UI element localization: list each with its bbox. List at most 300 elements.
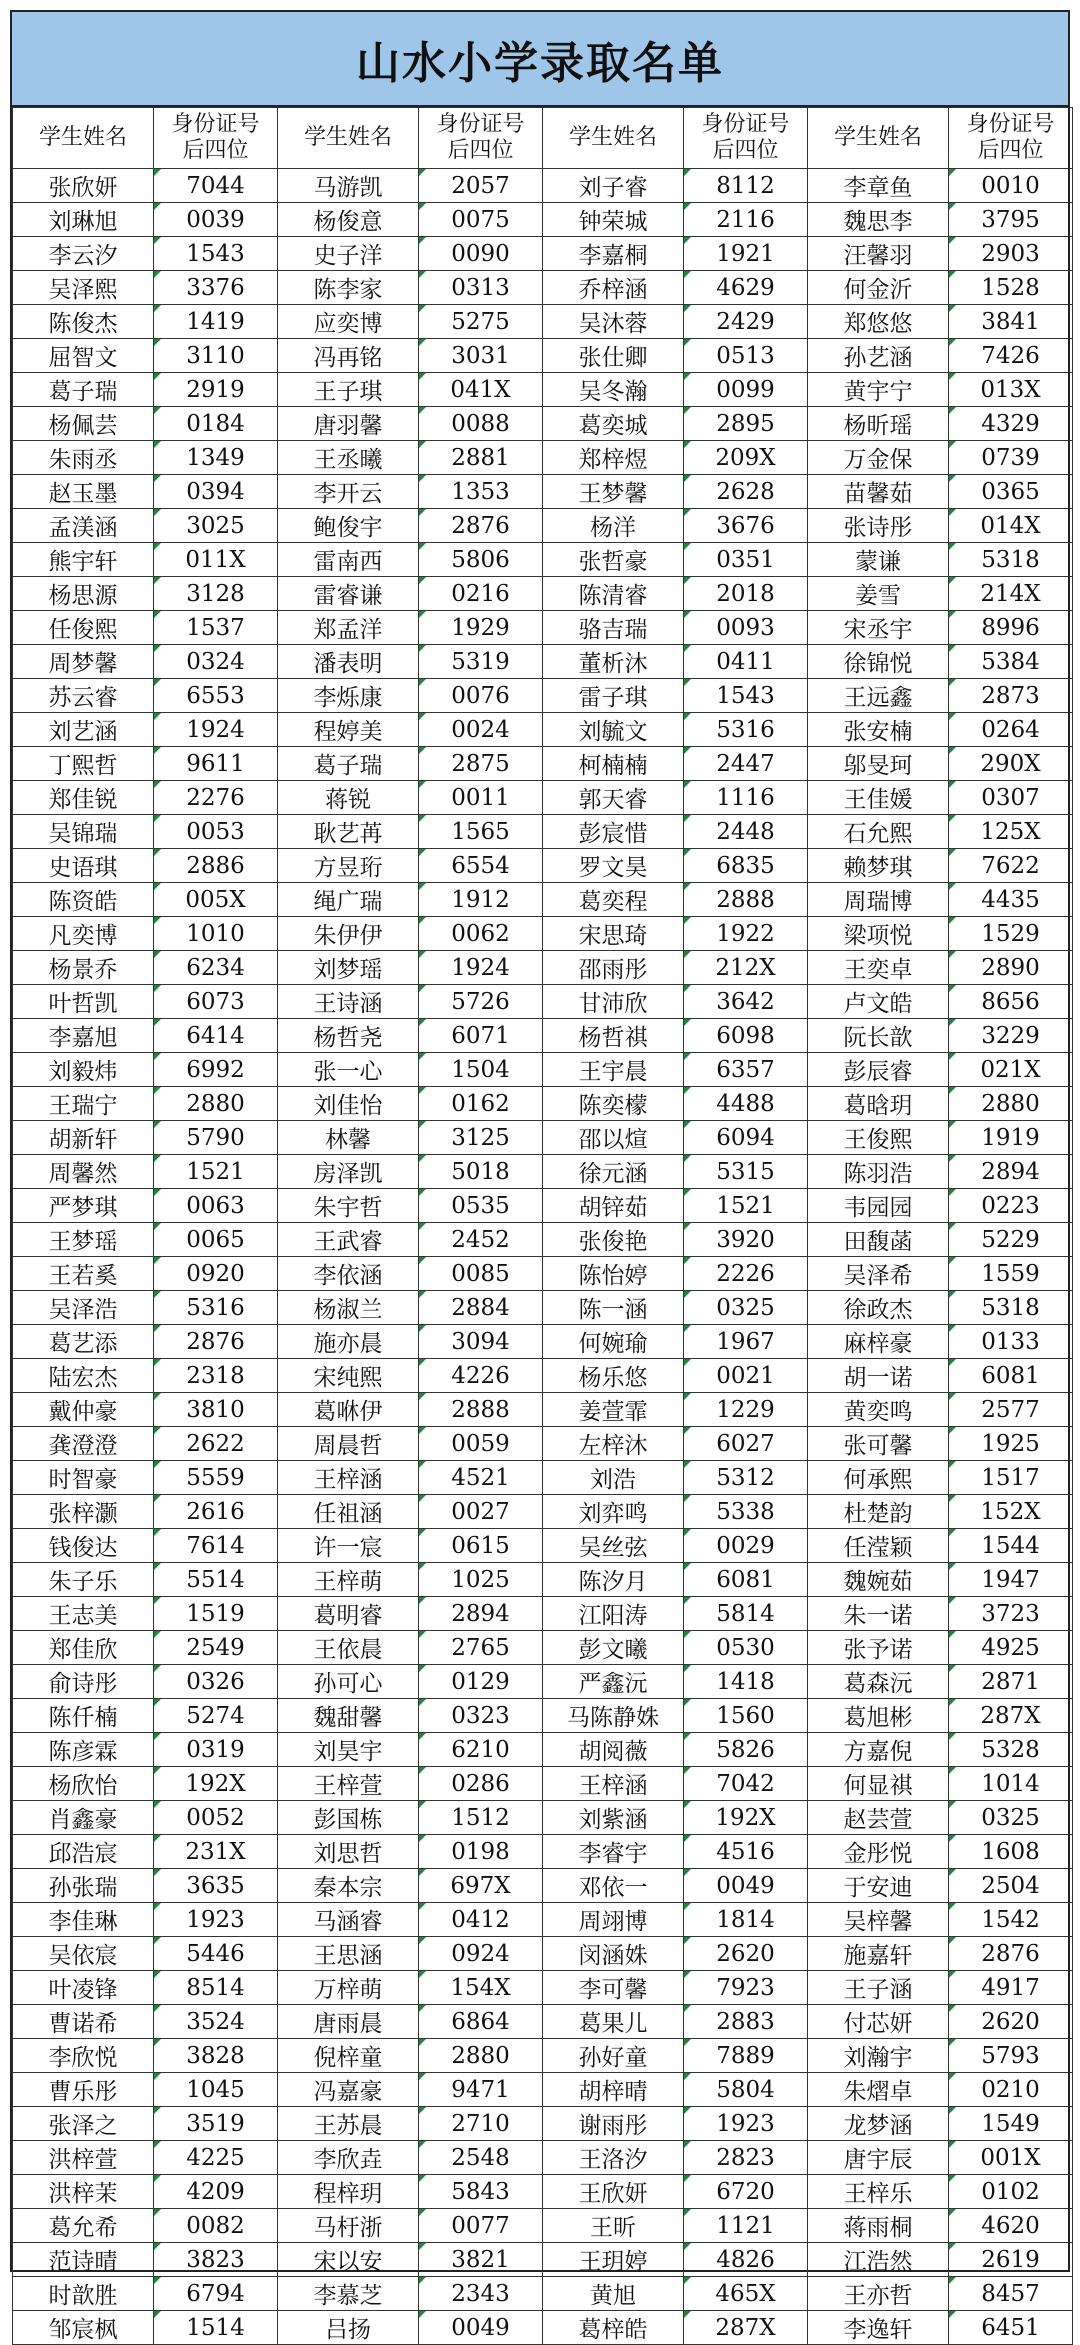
id-last4-cell: 6992: [154, 1053, 278, 1087]
id-last4-cell: 1543: [154, 237, 278, 271]
table-row: [13, 1087, 1073, 1121]
id-last4-cell: 1504: [419, 1053, 543, 1087]
table-row: [13, 1189, 1073, 1223]
student-name-cell: 孙张瑞: [13, 1869, 154, 1903]
id-last4-cell: 2116: [684, 203, 808, 237]
student-name-cell: 唐雨晨: [278, 2005, 419, 2039]
id-last4-cell: 4917: [949, 1971, 1073, 2005]
id-last4-cell: 465X: [684, 2277, 808, 2311]
table-row: [13, 679, 1073, 713]
student-name-cell: 郑佳欣: [13, 1631, 154, 1665]
id-last4-cell: 1353: [419, 475, 543, 509]
id-last4-cell: 1923: [154, 1903, 278, 1937]
id-last4-cell: 0065: [154, 1223, 278, 1257]
header-id-last4: 身份证号 后四位: [949, 108, 1073, 169]
table-row: [13, 509, 1073, 543]
id-last4-cell: 3025: [154, 509, 278, 543]
student-name-cell: 方嘉倪: [808, 1733, 949, 1767]
student-name-cell: 魏婉茹: [808, 1563, 949, 1597]
student-name-cell: 何承熙: [808, 1461, 949, 1495]
id-last4-cell: 2884: [419, 1291, 543, 1325]
header-student-name: 学生姓名: [278, 108, 419, 169]
student-name-cell: 雷子琪: [543, 679, 684, 713]
student-name-cell: 葛子瑞: [278, 747, 419, 781]
id-last4-cell: 2890: [949, 951, 1073, 985]
id-last4-cell: 6794: [154, 2277, 278, 2311]
id-last4-cell: 2903: [949, 237, 1073, 271]
id-last4-cell: 2876: [949, 1937, 1073, 1971]
student-name-cell: 吴丝弦: [543, 1529, 684, 1563]
student-name-cell: 曹乐彤: [13, 2073, 154, 2107]
table-row: [13, 543, 1073, 577]
student-name-cell: 邹宸枫: [13, 2311, 154, 2345]
table-row: [13, 1155, 1073, 1189]
id-last4-cell: 2616: [154, 1495, 278, 1529]
student-name-cell: 许一宸: [278, 1529, 419, 1563]
table-row: [13, 339, 1073, 373]
student-name-cell: 苗馨茹: [808, 475, 949, 509]
student-name-cell: 彭国栋: [278, 1801, 419, 1835]
student-name-cell: 雷睿谦: [278, 577, 419, 611]
student-name-cell: 陈怡婷: [543, 1257, 684, 1291]
id-last4-cell: 1349: [154, 441, 278, 475]
student-name-cell: 潘表明: [278, 645, 419, 679]
student-name-cell: 绳广瑞: [278, 883, 419, 917]
id-last4-cell: 6081: [684, 1563, 808, 1597]
id-last4-cell: 0286: [419, 1767, 543, 1801]
id-last4-cell: 3642: [684, 985, 808, 1019]
id-last4-cell: 0513: [684, 339, 808, 373]
id-last4-cell: 5793: [949, 2039, 1073, 2073]
table-row: [13, 441, 1073, 475]
id-last4-cell: 1544: [949, 1529, 1073, 1563]
id-last4-cell: 0615: [419, 1529, 543, 1563]
id-last4-cell: 1924: [154, 713, 278, 747]
student-name-cell: 江阳涛: [543, 1597, 684, 1631]
id-last4-cell: 6864: [419, 2005, 543, 2039]
id-last4-cell: 1537: [154, 611, 278, 645]
id-last4-cell: 2875: [419, 747, 543, 781]
id-last4-cell: 2876: [419, 509, 543, 543]
id-last4-cell: 0184: [154, 407, 278, 441]
id-last4-cell: 2894: [949, 1155, 1073, 1189]
id-last4-cell: 1923: [684, 2107, 808, 2141]
id-last4-cell: 3841: [949, 305, 1073, 339]
id-last4-cell: 1121: [684, 2209, 808, 2243]
student-name-cell: 宋以安: [278, 2243, 419, 2277]
student-name-cell: 葛允希: [13, 2209, 154, 2243]
student-name-cell: 何显祺: [808, 1767, 949, 1801]
student-name-cell: 张哲豪: [543, 543, 684, 577]
id-last4-cell: 4925: [949, 1631, 1073, 1665]
id-last4-cell: 0129: [419, 1665, 543, 1699]
id-last4-cell: 0049: [419, 2311, 543, 2345]
student-name-cell: 程婷美: [278, 713, 419, 747]
id-last4-cell: 5316: [154, 1291, 278, 1325]
student-name-cell: 刘瀚宇: [808, 2039, 949, 2073]
id-last4-cell: 5726: [419, 985, 543, 1019]
student-name-cell: 朱子乐: [13, 1563, 154, 1597]
student-name-cell: 张欣妍: [13, 169, 154, 203]
student-name-cell: 李嘉桐: [543, 237, 684, 271]
id-last4-cell: 697X: [419, 1869, 543, 1903]
student-name-cell: 苏云睿: [13, 679, 154, 713]
student-name-cell: 田馥菡: [808, 1223, 949, 1257]
id-last4-cell: 0920: [154, 1257, 278, 1291]
student-name-cell: 冯再铭: [278, 339, 419, 373]
student-name-cell: 刘浩: [543, 1461, 684, 1495]
student-name-cell: 闵涵姝: [543, 1937, 684, 1971]
id-last4-cell: 2452: [419, 1223, 543, 1257]
student-name-cell: 葛奕程: [543, 883, 684, 917]
student-name-cell: 马游凯: [278, 169, 419, 203]
student-name-cell: 倪梓童: [278, 2039, 419, 2073]
student-name-cell: 肖鑫豪: [13, 1801, 154, 1835]
id-last4-cell: 1025: [419, 1563, 543, 1597]
id-last4-cell: 0394: [154, 475, 278, 509]
table-row: [13, 2141, 1073, 2175]
table-row: [13, 1427, 1073, 1461]
id-last4-cell: 3519: [154, 2107, 278, 2141]
id-last4-cell: 2895: [684, 407, 808, 441]
student-name-cell: 魏甜馨: [278, 1699, 419, 1733]
student-name-cell: 胡锌茹: [543, 1189, 684, 1223]
student-name-cell: 徐元涵: [543, 1155, 684, 1189]
id-last4-cell: 3229: [949, 1019, 1073, 1053]
id-last4-cell: 5384: [949, 645, 1073, 679]
id-last4-cell: 1543: [684, 679, 808, 713]
table-row: [13, 2073, 1073, 2107]
header-id-last4: 身份证号 后四位: [154, 108, 278, 169]
id-last4-cell: 209X: [684, 441, 808, 475]
header-student-name: 学生姓名: [543, 108, 684, 169]
student-name-cell: 应奕博: [278, 305, 419, 339]
id-last4-cell: 1045: [154, 2073, 278, 2107]
student-name-cell: 徐锦悦: [808, 645, 949, 679]
table-row: [13, 1699, 1073, 1733]
id-last4-cell: 0063: [154, 1189, 278, 1223]
id-last4-cell: 7426: [949, 339, 1073, 373]
id-last4-cell: 2577: [949, 1393, 1073, 1427]
student-name-cell: 陈俊杰: [13, 305, 154, 339]
student-name-cell: 杨淑兰: [278, 1291, 419, 1325]
student-name-cell: 吴依宸: [13, 1937, 154, 1971]
student-name-cell: 刘紫涵: [543, 1801, 684, 1835]
student-name-cell: 姜雪: [808, 577, 949, 611]
table-row: [13, 1665, 1073, 1699]
id-last4-cell: 6553: [154, 679, 278, 713]
id-last4-cell: 0319: [154, 1733, 278, 1767]
id-last4-cell: 6094: [684, 1121, 808, 1155]
id-last4-cell: 5018: [419, 1155, 543, 1189]
student-name-cell: 吴泽熙: [13, 271, 154, 305]
id-last4-cell: 2880: [949, 1087, 1073, 1121]
student-name-cell: 蒋锐: [278, 781, 419, 815]
student-name-cell: 吴梓馨: [808, 1903, 949, 1937]
student-name-cell: 王洛汐: [543, 2141, 684, 2175]
id-last4-cell: 1521: [154, 1155, 278, 1189]
header-id-last4: 身份证号 后四位: [419, 108, 543, 169]
id-last4-cell: 7923: [684, 1971, 808, 2005]
student-name-cell: 葛梓皓: [543, 2311, 684, 2345]
table-row: [13, 1359, 1073, 1393]
id-last4-cell: 1419: [154, 305, 278, 339]
student-name-cell: 朱伊伊: [278, 917, 419, 951]
table-row: [13, 1631, 1073, 1665]
id-last4-cell: 4629: [684, 271, 808, 305]
id-last4-cell: 5559: [154, 1461, 278, 1495]
student-name-cell: 王思涵: [278, 1937, 419, 1971]
id-last4-cell: 152X: [949, 1495, 1073, 1529]
student-name-cell: 时智豪: [13, 1461, 154, 1495]
id-last4-cell: 1967: [684, 1325, 808, 1359]
student-name-cell: 王梦瑶: [13, 1223, 154, 1257]
student-name-cell: 王昕: [543, 2209, 684, 2243]
id-last4-cell: 2504: [949, 1869, 1073, 1903]
student-name-cell: 秦本宗: [278, 1869, 419, 1903]
table-row: [13, 781, 1073, 815]
id-last4-cell: 9471: [419, 2073, 543, 2107]
id-last4-cell: 2886: [154, 849, 278, 883]
id-last4-cell: 0264: [949, 713, 1073, 747]
student-name-cell: 陈资皓: [13, 883, 154, 917]
admission-table: [12, 107, 1073, 2345]
student-name-cell: 严梦琪: [13, 1189, 154, 1223]
student-name-cell: 王梦馨: [543, 475, 684, 509]
id-last4-cell: 1010: [154, 917, 278, 951]
student-name-cell: 朱熠卓: [808, 2073, 949, 2107]
id-last4-cell: 6073: [154, 985, 278, 1019]
id-last4-cell: 0088: [419, 407, 543, 441]
student-name-cell: 龚澄澄: [13, 1427, 154, 1461]
id-last4-cell: 5328: [949, 1733, 1073, 1767]
student-name-cell: 胡一诺: [808, 1359, 949, 1393]
id-last4-cell: 2276: [154, 781, 278, 815]
id-last4-cell: 3128: [154, 577, 278, 611]
id-last4-cell: 5318: [949, 1291, 1073, 1325]
student-name-cell: 彭辰睿: [808, 1053, 949, 1087]
student-name-cell: 金彤悦: [808, 1835, 949, 1869]
student-name-cell: 严鑫沅: [543, 1665, 684, 1699]
id-last4-cell: 3524: [154, 2005, 278, 2039]
id-last4-cell: 0102: [949, 2175, 1073, 2209]
header-id-last4: 身份证号 后四位: [684, 108, 808, 169]
student-name-cell: 王佳媛: [808, 781, 949, 815]
student-name-cell: 王远鑫: [808, 679, 949, 713]
student-name-cell: 龙梦涵: [808, 2107, 949, 2141]
student-name-cell: 朱雨丞: [13, 441, 154, 475]
id-last4-cell: 3635: [154, 1869, 278, 1903]
id-last4-cell: 1418: [684, 1665, 808, 1699]
id-last4-cell: 005X: [154, 883, 278, 917]
id-last4-cell: 0099: [684, 373, 808, 407]
id-last4-cell: 212X: [684, 951, 808, 985]
table-row: [13, 1461, 1073, 1495]
student-name-cell: 杨洋: [543, 509, 684, 543]
table-row: [13, 611, 1073, 645]
table-row: [13, 1767, 1073, 1801]
student-name-cell: 吴锦瑞: [13, 815, 154, 849]
student-name-cell: 周梦馨: [13, 645, 154, 679]
student-name-cell: 郭天睿: [543, 781, 684, 815]
student-name-cell: 魏思李: [808, 203, 949, 237]
student-name-cell: 刘琳旭: [13, 203, 154, 237]
student-name-cell: 葛旭彬: [808, 1699, 949, 1733]
id-last4-cell: 4620: [949, 2209, 1073, 2243]
id-last4-cell: 0325: [684, 1291, 808, 1325]
id-last4-cell: 0090: [419, 237, 543, 271]
student-name-cell: 曹诺希: [13, 2005, 154, 2039]
id-last4-cell: 1912: [419, 883, 543, 917]
id-last4-cell: 021X: [949, 1053, 1073, 1087]
id-last4-cell: 0216: [419, 577, 543, 611]
id-last4-cell: 5338: [684, 1495, 808, 1529]
id-last4-cell: 0027: [419, 1495, 543, 1529]
student-name-cell: 彭宸惜: [543, 815, 684, 849]
student-name-cell: 张俊艳: [543, 1223, 684, 1257]
id-last4-cell: 0075: [419, 203, 543, 237]
id-last4-cell: 5274: [154, 1699, 278, 1733]
id-last4-cell: 0082: [154, 2209, 278, 2243]
id-last4-cell: 7042: [684, 1767, 808, 1801]
id-last4-cell: 7614: [154, 1529, 278, 1563]
id-last4-cell: 8457: [949, 2277, 1073, 2311]
table-row: [13, 1801, 1073, 1835]
student-name-cell: 王奕卓: [808, 951, 949, 985]
id-last4-cell: 3110: [154, 339, 278, 373]
student-name-cell: 王亦哲: [808, 2277, 949, 2311]
id-last4-cell: 0021: [684, 1359, 808, 1393]
student-name-cell: 徐政杰: [808, 1291, 949, 1325]
table-row: [13, 407, 1073, 441]
student-name-cell: 万梓萌: [278, 1971, 419, 2005]
id-last4-cell: 4521: [419, 1461, 543, 1495]
student-name-cell: 刘昊宇: [278, 1733, 419, 1767]
id-last4-cell: 2549: [154, 1631, 278, 1665]
student-name-cell: 雷南西: [278, 543, 419, 577]
id-last4-cell: 5316: [684, 713, 808, 747]
id-last4-cell: 2548: [419, 2141, 543, 2175]
student-name-cell: 张予诺: [808, 1631, 949, 1665]
id-last4-cell: 0076: [419, 679, 543, 713]
id-last4-cell: 3828: [154, 2039, 278, 2073]
student-name-cell: 任祖涵: [278, 1495, 419, 1529]
id-last4-cell: 3821: [419, 2243, 543, 2277]
id-last4-cell: 2765: [419, 1631, 543, 1665]
student-name-cell: 彭文曦: [543, 1631, 684, 1665]
id-last4-cell: 6098: [684, 1019, 808, 1053]
student-name-cell: 孙可心: [278, 1665, 419, 1699]
student-name-cell: 王梓乐: [808, 2175, 949, 2209]
id-last4-cell: 4329: [949, 407, 1073, 441]
id-last4-cell: 0133: [949, 1325, 1073, 1359]
id-last4-cell: 0365: [949, 475, 1073, 509]
id-last4-cell: 0010: [949, 169, 1073, 203]
student-name-cell: 邬旻珂: [808, 747, 949, 781]
student-name-cell: 王若奚: [13, 1257, 154, 1291]
student-name-cell: 李嘉旭: [13, 1019, 154, 1053]
student-name-cell: 邱浩宸: [13, 1835, 154, 1869]
student-name-cell: 李章鱼: [808, 169, 949, 203]
id-last4-cell: 5514: [154, 1563, 278, 1597]
id-last4-cell: 0739: [949, 441, 1073, 475]
student-name-cell: 王玥婷: [543, 2243, 684, 2277]
id-last4-cell: 2226: [684, 1257, 808, 1291]
id-last4-cell: 214X: [949, 577, 1073, 611]
table-row: [13, 2107, 1073, 2141]
id-last4-cell: 1924: [419, 951, 543, 985]
table-row: [13, 747, 1073, 781]
id-last4-cell: 1919: [949, 1121, 1073, 1155]
student-name-cell: 丁熙哲: [13, 747, 154, 781]
id-last4-cell: 2883: [684, 2005, 808, 2039]
id-last4-cell: 0351: [684, 543, 808, 577]
table-row: [13, 169, 1073, 203]
id-last4-cell: 2873: [949, 679, 1073, 713]
id-last4-cell: 5806: [419, 543, 543, 577]
student-name-cell: 熊宇轩: [13, 543, 154, 577]
student-name-cell: 陈彦霖: [13, 1733, 154, 1767]
student-name-cell: 王武睿: [278, 1223, 419, 1257]
id-last4-cell: 8112: [684, 169, 808, 203]
table-row: [13, 475, 1073, 509]
student-name-cell: 万金保: [808, 441, 949, 475]
student-name-cell: 刘毅炜: [13, 1053, 154, 1087]
id-last4-cell: 5826: [684, 1733, 808, 1767]
id-last4-cell: 2620: [949, 2005, 1073, 2039]
student-name-cell: 陈仟楠: [13, 1699, 154, 1733]
id-last4-cell: 7622: [949, 849, 1073, 883]
id-last4-cell: 287X: [949, 1699, 1073, 1733]
student-name-cell: 宋纯熙: [278, 1359, 419, 1393]
student-name-cell: 鲍俊宇: [278, 509, 419, 543]
table-row: [13, 1291, 1073, 1325]
student-name-cell: 王梓涵: [543, 1767, 684, 1801]
id-last4-cell: 2710: [419, 2107, 543, 2141]
student-name-cell: 刘思哲: [278, 1835, 419, 1869]
student-name-cell: 洪梓茉: [13, 2175, 154, 2209]
id-last4-cell: 2620: [684, 1937, 808, 1971]
student-name-cell: 刘毓文: [543, 713, 684, 747]
id-last4-cell: 1229: [684, 1393, 808, 1427]
table-row: [13, 2175, 1073, 2209]
student-name-cell: 马陈静姝: [543, 1699, 684, 1733]
id-last4-cell: 2619: [949, 2243, 1073, 2277]
id-last4-cell: 1921: [684, 237, 808, 271]
table-row: [13, 1121, 1073, 1155]
id-last4-cell: 2057: [419, 169, 543, 203]
id-last4-cell: 2018: [684, 577, 808, 611]
student-name-cell: 李逸轩: [808, 2311, 949, 2345]
id-last4-cell: 1922: [684, 917, 808, 951]
id-last4-cell: 1565: [419, 815, 543, 849]
id-last4-cell: 5312: [684, 1461, 808, 1495]
id-last4-cell: 192X: [684, 1801, 808, 1835]
table-row: [13, 1393, 1073, 1427]
id-last4-cell: 3376: [154, 271, 278, 305]
id-last4-cell: 1542: [949, 1903, 1073, 1937]
student-name-cell: 邓依一: [543, 1869, 684, 1903]
id-last4-cell: 6071: [419, 1019, 543, 1053]
id-last4-cell: 2894: [419, 1597, 543, 1631]
student-name-cell: 葛森沅: [808, 1665, 949, 1699]
student-name-cell: 陈汐月: [543, 1563, 684, 1597]
student-name-cell: 李欣垚: [278, 2141, 419, 2175]
table-row: [13, 883, 1073, 917]
id-last4-cell: 5315: [684, 1155, 808, 1189]
id-last4-cell: 6357: [684, 1053, 808, 1087]
student-name-cell: 戴仲豪: [13, 1393, 154, 1427]
